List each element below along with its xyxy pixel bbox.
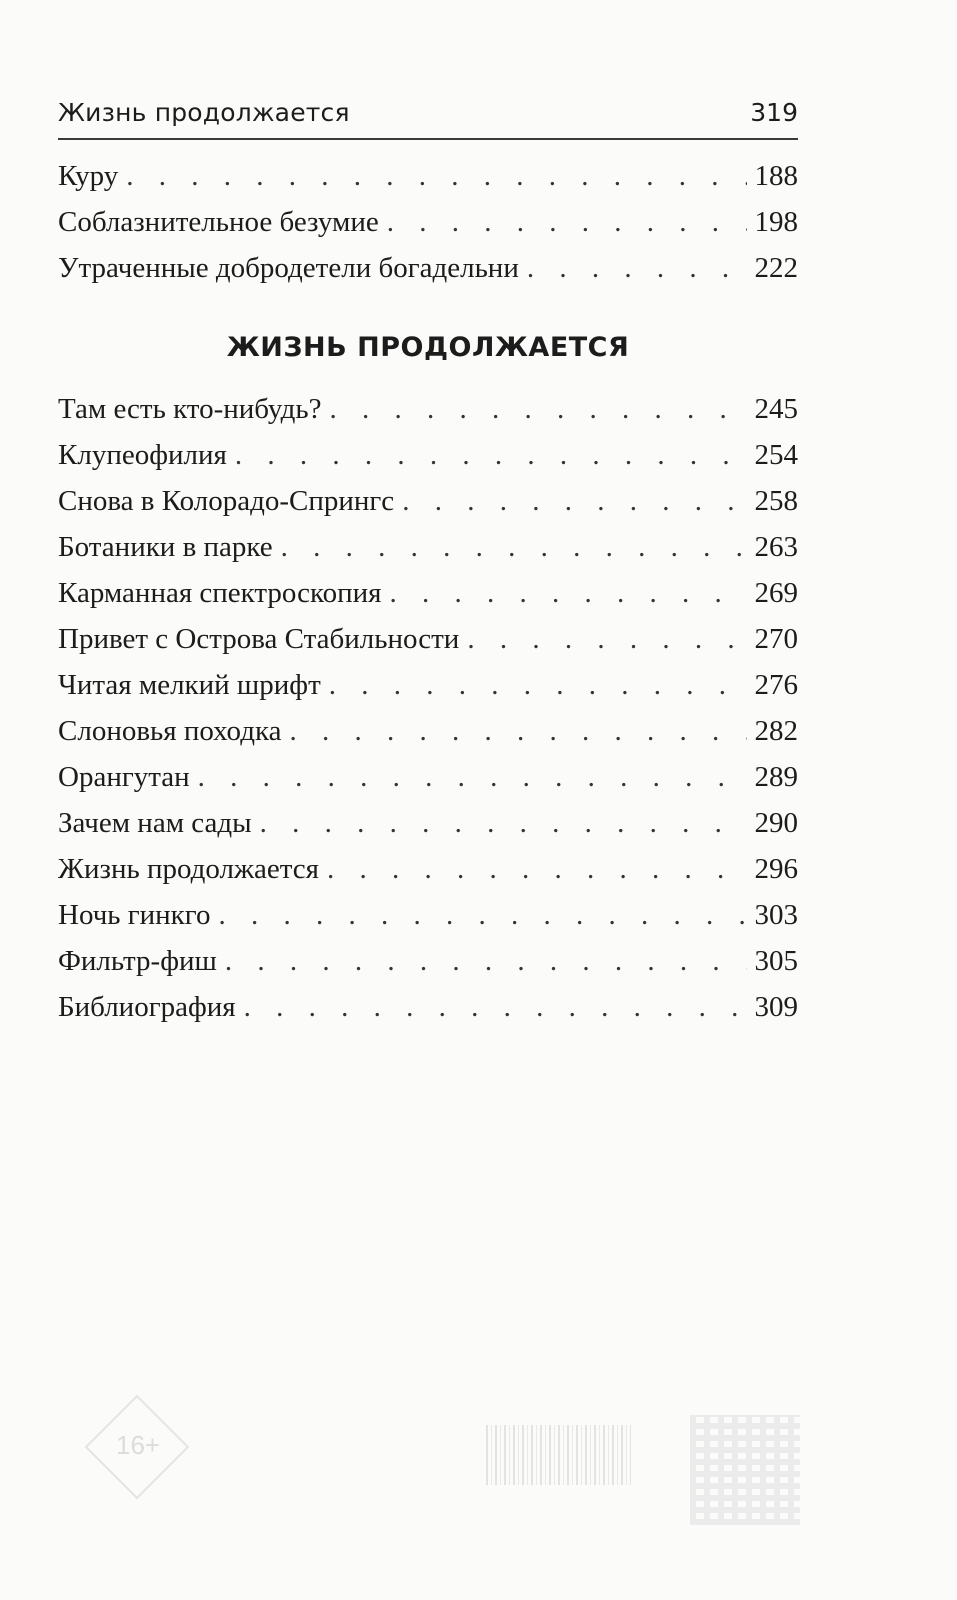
toc-entry <box>58 715 798 761</box>
toc-entry-title: Клупеофилия <box>58 439 227 471</box>
toc-entry <box>58 761 798 807</box>
toc-entry-page: 245 <box>754 393 798 425</box>
dot-leader <box>126 160 746 193</box>
toc-entry <box>58 485 798 531</box>
barcode-show-through <box>486 1425 631 1485</box>
dot-leader <box>198 761 747 794</box>
toc-entry-page: 290 <box>754 807 798 839</box>
toc-list-previous-section <box>58 160 798 298</box>
toc-entry-page: 282 <box>754 715 798 747</box>
dot-leader <box>387 206 747 239</box>
running-header-title: Жизнь продолжается <box>58 98 350 127</box>
page-number: 319 <box>750 98 798 127</box>
toc-entry <box>58 160 798 206</box>
toc-entry <box>58 623 798 669</box>
toc-entry <box>58 991 798 1037</box>
toc-entry-page: 303 <box>754 899 798 931</box>
age-rating-text-show-through: 16+ <box>116 1430 161 1460</box>
toc-entry-page: 222 <box>754 252 798 284</box>
toc-entry-page: 263 <box>754 531 798 563</box>
dot-leader <box>281 531 747 564</box>
toc-entry-title: Фильтр-фиш <box>58 945 217 977</box>
toc-entry-page: 188 <box>754 160 798 192</box>
toc-entry-page: 309 <box>754 991 798 1023</box>
toc-entry <box>58 945 798 991</box>
toc-entry-page: 276 <box>754 669 798 701</box>
dot-leader <box>467 623 746 656</box>
toc-entry-page: 305 <box>754 945 798 977</box>
toc-entry-title: Утраченные добродетели богадельни <box>58 252 519 284</box>
dot-leader <box>235 439 747 472</box>
dot-leader <box>527 252 747 285</box>
toc-entry-page: 296 <box>754 853 798 885</box>
toc-entry-title: Библиография <box>58 991 236 1023</box>
toc-entry <box>58 669 798 715</box>
toc-entry <box>58 853 798 899</box>
dot-leader <box>329 669 747 702</box>
toc-entry <box>58 439 798 485</box>
toc-entry-title: Ботаники в парке <box>58 531 273 563</box>
toc-entry-title: Ночь гинкго <box>58 899 211 931</box>
toc-entry-title: Орангутан <box>58 761 190 793</box>
toc-entry-title: Там есть кто-нибудь? <box>58 393 322 425</box>
toc-entry <box>58 899 798 945</box>
running-header <box>58 92 798 140</box>
dot-leader <box>244 991 747 1024</box>
toc-entry-title: Карманная спектроскопия <box>58 577 382 609</box>
toc-entry <box>58 531 798 577</box>
toc-entry-page: 254 <box>754 439 798 471</box>
toc-entry <box>58 577 798 623</box>
toc-entry-title: Куру <box>58 160 119 192</box>
toc-entry-title: Жизнь продолжается <box>58 853 319 885</box>
toc-entry-title: Зачем нам сады <box>58 807 252 839</box>
toc-entry <box>58 393 798 439</box>
toc-entry-title: Снова в Колорадо-Спрингс <box>58 485 395 517</box>
toc-entry-title: Привет с Острова Стабильности <box>58 623 460 655</box>
toc-entry <box>58 206 798 252</box>
dot-leader <box>225 945 747 978</box>
dot-leader <box>289 715 746 748</box>
toc-entry <box>58 252 798 298</box>
dot-leader <box>402 485 746 518</box>
section-heading: ЖИЗНЬ ПРОДОЛЖАЕТСЯ <box>226 332 630 363</box>
toc-entry-page: 269 <box>754 577 798 609</box>
toc-entry-page: 258 <box>754 485 798 517</box>
dot-leader <box>329 393 746 426</box>
dot-leader <box>218 899 746 932</box>
toc-entry-title: Соблазнительное безумие <box>58 206 379 238</box>
dot-leader <box>390 577 747 610</box>
toc-list-section <box>58 393 798 1037</box>
toc-entry-page: 270 <box>754 623 798 655</box>
toc-entry-page: 289 <box>754 761 798 793</box>
toc-entry-title: Слоновья походка <box>58 715 282 747</box>
toc-entry <box>58 807 798 853</box>
toc-entry-page: 198 <box>754 206 798 238</box>
qr-code-show-through <box>690 1415 800 1525</box>
toc-entry-title: Читая мелкий шрифт <box>58 669 321 701</box>
dot-leader <box>327 853 747 886</box>
dot-leader <box>260 807 747 840</box>
